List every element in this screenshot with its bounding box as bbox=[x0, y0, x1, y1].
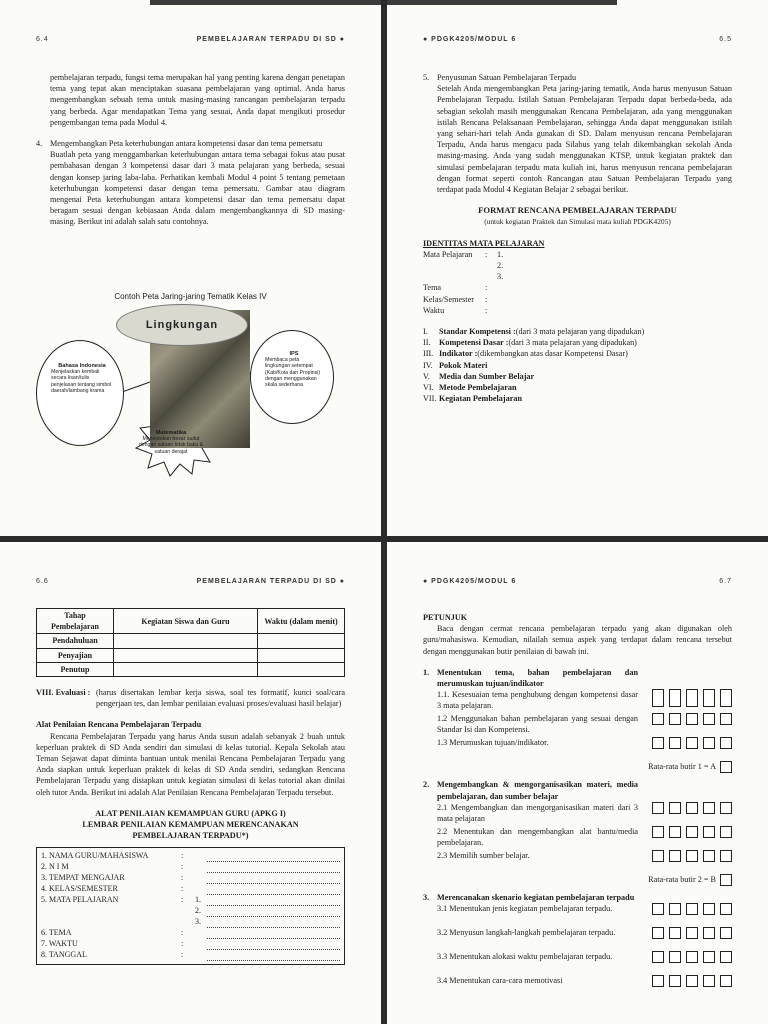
form-blank-line[interactable] bbox=[207, 940, 340, 950]
item-text: 3.4 Menentukan cara-cara memotivasi bbox=[437, 976, 563, 986]
subject-title: Bahasa Indonesia bbox=[58, 363, 106, 369]
form-subnumber: 1. bbox=[195, 895, 201, 905]
subject-text: Menjelaskan kembali secara lisan/tulis penjelasan tentang simbol daerah/lambang krama bbox=[51, 369, 112, 394]
rating-boxes bbox=[652, 713, 732, 725]
item-text: 2.1 Mengembangkan dan mengorganisasikan materi dari 3 mata pelajaran bbox=[437, 802, 638, 823]
form-colon: : bbox=[181, 862, 184, 872]
average-label: Rata-rata butir 1 = A bbox=[648, 762, 716, 772]
subject-text: Membaca peta lingkungan setempat (Kab/Kota dan Propinsi) dengan menggunakan skala sederhana bbox=[265, 357, 321, 389]
subject-bahasa-indonesia bbox=[36, 340, 124, 446]
list-item-4 bbox=[36, 138, 345, 228]
form-colon: : bbox=[181, 851, 184, 861]
field-colon: : bbox=[485, 305, 488, 315]
rating-checkbox[interactable] bbox=[720, 975, 732, 987]
rating-checkbox[interactable] bbox=[669, 927, 681, 939]
page-body bbox=[36, 608, 345, 965]
form-blank-line[interactable] bbox=[207, 907, 340, 917]
list-item bbox=[423, 382, 732, 393]
rating-checkbox[interactable] bbox=[669, 975, 681, 987]
rating-item bbox=[423, 802, 732, 826]
rating-checkbox[interactable] bbox=[720, 850, 732, 862]
section-title: Mengembangkan & mengorganisasikan materi, media pembelajaran, dan sumber belajar bbox=[437, 780, 638, 801]
list-label: Indikator : bbox=[439, 349, 478, 359]
section-title: Alat Penilaian Rencana Pembelajaran Terpadu bbox=[36, 720, 202, 730]
form-blank-line[interactable] bbox=[207, 863, 340, 873]
rating-item bbox=[423, 903, 732, 927]
page-header bbox=[423, 36, 732, 43]
thematic-web-diagram bbox=[36, 292, 345, 462]
table-cell bbox=[258, 662, 345, 676]
subject-title: IPS bbox=[289, 351, 299, 357]
table-cell bbox=[114, 634, 258, 648]
list-note: (dari 3 mata pelajaran yang dipadukan) bbox=[508, 338, 637, 348]
form-row bbox=[41, 895, 340, 906]
table-cell: Penyajian bbox=[37, 648, 114, 662]
field-label: Waktu bbox=[423, 305, 445, 315]
page-number: 6.7 bbox=[719, 578, 732, 585]
item-title: Mengembangkan Peta keterhubungan antara kompetensi dasar dan tema pemersatu bbox=[50, 139, 323, 149]
rating-section bbox=[423, 667, 732, 689]
identity-field bbox=[423, 294, 732, 305]
rating-checkbox[interactable] bbox=[703, 975, 715, 987]
table-header: Tahap Pembelajaran bbox=[37, 609, 114, 634]
rating-checkbox[interactable] bbox=[669, 802, 681, 814]
format-subtitle: (untuk kegiatan Praktek dan Simulasi mata kuliah PDGK4205) bbox=[484, 217, 671, 227]
rating-checkbox[interactable] bbox=[652, 713, 664, 725]
form-label: 8. TANGGAL bbox=[41, 950, 87, 960]
running-head: PEMBELAJARAN TERPADU DI SD ● bbox=[196, 578, 345, 585]
form-label: 1. NAMA GURU/MAHASISWA bbox=[41, 851, 149, 861]
section-number: 3. bbox=[423, 892, 430, 902]
form-subnumber bbox=[195, 939, 207, 950]
rating-checkbox[interactable] bbox=[703, 737, 715, 749]
rating-checkbox[interactable] bbox=[720, 737, 732, 749]
field-colon: : bbox=[485, 249, 488, 259]
rating-checkbox[interactable] bbox=[652, 826, 664, 838]
page-6-5 bbox=[387, 0, 768, 536]
rating-checkbox[interactable] bbox=[703, 713, 715, 725]
field-colon bbox=[485, 260, 497, 271]
form-label bbox=[41, 906, 181, 917]
form-label bbox=[41, 917, 181, 928]
rating-item bbox=[423, 951, 732, 975]
list-note: (dikembangkan atas dasar Kompetensi Dasar) bbox=[477, 349, 628, 359]
form-label: 7. WAKTU bbox=[41, 939, 78, 949]
identity-field bbox=[423, 305, 732, 316]
average-box[interactable] bbox=[720, 874, 732, 886]
form-row bbox=[41, 862, 340, 873]
table-header: Waktu (dalam menit) bbox=[258, 609, 345, 634]
list-item-5 bbox=[423, 72, 732, 195]
field-value: 1. bbox=[497, 249, 504, 259]
list-item bbox=[423, 360, 732, 371]
list-label: Metode Pembelajaran bbox=[439, 383, 517, 393]
rating-checkbox[interactable] bbox=[703, 951, 715, 963]
page-6-4 bbox=[0, 0, 381, 536]
rating-checkbox[interactable] bbox=[652, 951, 664, 963]
rating-checkbox[interactable] bbox=[669, 951, 681, 963]
list-item bbox=[423, 348, 732, 359]
list-number: I. bbox=[423, 327, 428, 337]
subject-ips bbox=[250, 330, 334, 424]
page-header bbox=[36, 36, 345, 43]
section-title: Menentukan tema, bahan pembelajaran dan merumuskan tujuan/indikator bbox=[437, 667, 638, 689]
rating-checkbox[interactable] bbox=[669, 713, 681, 725]
field-label: Kelas/Semester bbox=[423, 294, 474, 304]
rating-checkbox[interactable] bbox=[669, 826, 681, 838]
rating-checkbox[interactable] bbox=[669, 737, 681, 749]
average-row bbox=[423, 761, 732, 773]
rating-sheet bbox=[423, 667, 732, 999]
form-colon: : bbox=[181, 895, 184, 905]
apkg-title: PEMBELAJARAN TERPADU*) bbox=[132, 831, 249, 841]
page-edge-bar bbox=[150, 0, 381, 5]
plan-components-list bbox=[423, 326, 732, 404]
table-row bbox=[37, 648, 345, 662]
item-text: 1.2 Menggunakan bahan pembelajaran yang sesuai dengan Standar Isi dan Kompetensi. bbox=[437, 714, 638, 735]
table-cell bbox=[114, 662, 258, 676]
form-colon bbox=[181, 906, 195, 917]
section-title: PETUNJUK bbox=[423, 613, 468, 622]
item-text: 3.3 Menentukan alokasi waktu pembelajaran terpadu. bbox=[437, 952, 613, 962]
diagram-title: Contoh Peta Jaring-jaring Tematik Kelas IV bbox=[114, 292, 267, 301]
subject-text: Menentukan besar sudut dengan satuan tidak baku & satuan derajat bbox=[138, 436, 204, 455]
page-6-7 bbox=[387, 542, 768, 1024]
form-subnumber bbox=[195, 851, 207, 862]
rating-boxes bbox=[652, 826, 732, 838]
average-box[interactable] bbox=[720, 761, 732, 773]
rating-boxes bbox=[652, 975, 732, 987]
rating-boxes bbox=[652, 850, 732, 862]
form-colon: : bbox=[181, 928, 184, 938]
rating-checkbox[interactable] bbox=[652, 802, 664, 814]
rating-item bbox=[423, 737, 732, 761]
average-label: Rata-rata butir 2 = B bbox=[648, 874, 716, 884]
rating-checkbox[interactable] bbox=[669, 689, 681, 707]
rating-section bbox=[423, 779, 732, 801]
form-row bbox=[41, 928, 340, 939]
list-item bbox=[423, 371, 732, 382]
rating-item bbox=[423, 850, 732, 874]
page-header bbox=[423, 578, 732, 585]
item-number: 5. bbox=[423, 73, 430, 82]
page-edge-bar bbox=[387, 0, 617, 5]
evaluation-note bbox=[36, 687, 345, 709]
eval-label: VIII. Evaluasi : bbox=[36, 688, 91, 698]
rating-boxes bbox=[652, 689, 732, 707]
list-number: IV. bbox=[423, 360, 433, 370]
form-label: 6. TEMA bbox=[41, 928, 72, 938]
rating-checkbox[interactable] bbox=[703, 826, 715, 838]
rating-checkbox[interactable] bbox=[686, 850, 698, 862]
rating-item bbox=[423, 689, 732, 713]
table-cell bbox=[258, 634, 345, 648]
rating-checkbox[interactable] bbox=[703, 927, 715, 939]
form-label: 5. MATA PELAJARAN bbox=[41, 895, 119, 905]
form-subnumber bbox=[195, 862, 207, 873]
form-label: 2. N I M bbox=[41, 862, 69, 872]
list-number: VI. bbox=[423, 383, 434, 393]
form-label: 3. TEMPAT MENGAJAR bbox=[41, 873, 125, 883]
form-subnumber: 3. bbox=[195, 917, 201, 927]
rating-checkbox[interactable] bbox=[720, 903, 732, 915]
form-colon: : bbox=[181, 873, 184, 883]
rating-boxes bbox=[652, 737, 732, 749]
rating-checkbox[interactable] bbox=[686, 826, 698, 838]
rating-checkbox[interactable] bbox=[669, 850, 681, 862]
item-body: Setelah Anda mengembangkan Peta jaring-jaring tematik, Anda harus menyusun Satuan Pembelajaran Terpadu. Istilah Satuan Pembelajaran Terpadu dapat berbeda-beda, ada sebagian sekolah masih menggunakan Rencana Pembelajaran, ada yang menggunakan istilah Rencana Pelaksanaan Pembelajaran, sehingga Anda dapat menggunakan istilah yang sehari-hari telah Anda gunakan di SD. Dalam menyusun rencana Pembelajaran Terpadu, Anda harus mengacu pada Silabus yang telah dikembangkan sekolah Anda masing-masing. Anda yang sudah menggunakan KTSP, untuk kegiatan praktek dan simulasi pembelajaran terpadu mata kuliah ini, harus menyusun rencana pembelajaran dengan format seperti contoh Rancangan atau Satuan Pembelajaran Terpadu yang terdapat pada Modul 4 Kegiatan Belajar 2 sebagai berikut. bbox=[437, 84, 732, 195]
page-number: 6.6 bbox=[36, 578, 49, 585]
form-row bbox=[41, 873, 340, 884]
rating-item bbox=[423, 975, 732, 999]
section-title: Merencanakan skenario kegiatan pembelajaran terpadu bbox=[437, 892, 635, 902]
form-colon: : bbox=[181, 884, 184, 894]
identity-fields bbox=[423, 249, 732, 316]
field-value: 3. bbox=[497, 272, 504, 282]
item-text: 2.3 Memilih sumber belajar. bbox=[437, 850, 530, 860]
rating-checkbox[interactable] bbox=[686, 737, 698, 749]
list-label: Media dan Sumber Belajar bbox=[439, 371, 535, 381]
form-colon: : bbox=[181, 939, 184, 949]
list-label: Pokok Materi bbox=[439, 360, 488, 370]
rating-checkbox[interactable] bbox=[686, 927, 698, 939]
paragraph: Rencana Pembelajaran Terpadu yang harus Anda susun adalah sebanyak 2 buah untuk keperluan praktek di SD Anda sendiri dan simulasi di kelas tutorial. Kepala Sekolah atau Teman Sejawat dapat diminta bantuan untuk menilai Rencana Pembelajaran Terpadu yang Anda siapkan untuk keperluan praktek di kelas di SD Anda sendiri, sedangkan Rencana Pembelajaran Terpadu yang disiapkan untuk kegiatan simulasi di kelas tutorial akan dinilai oleh tutor Anda. Berikut ini adalah Alat Penilaian Rencana Pembelajaran Terpadu tersebut. bbox=[36, 731, 345, 797]
field-label bbox=[423, 260, 485, 271]
apkg-title: LEMBAR PENILAIAN KEMAMPUAN MERENCANAKAN bbox=[82, 820, 299, 830]
item-text: 1.1. Kesesuaian tema penghubung dengan kompetensi dasar 3 mata pelajaran. bbox=[437, 690, 638, 711]
section-number: 2. bbox=[423, 780, 430, 790]
form-blank-line[interactable] bbox=[207, 918, 340, 928]
form-blank-line[interactable] bbox=[207, 885, 340, 895]
item-text: 2.2 Menentukan dan mengembangkan alat bantu/media pembelajaran. bbox=[437, 826, 638, 847]
rating-checkbox[interactable] bbox=[703, 802, 715, 814]
rating-boxes bbox=[652, 927, 732, 939]
format-title: FORMAT RENCANA PEMBELAJARAN TERPADU bbox=[478, 205, 677, 216]
rating-section bbox=[423, 892, 732, 903]
rating-checkbox[interactable] bbox=[686, 903, 698, 915]
field-colon: : bbox=[485, 283, 488, 293]
rating-checkbox[interactable] bbox=[669, 903, 681, 915]
rating-checkbox[interactable] bbox=[686, 975, 698, 987]
form-row bbox=[41, 884, 340, 895]
rating-item bbox=[423, 927, 732, 951]
table-cell bbox=[258, 648, 345, 662]
table-cell: Penutup bbox=[37, 662, 114, 676]
form-row bbox=[41, 917, 340, 928]
item-title: Penyusunan Satuan Pembelajaran Terpadu bbox=[437, 73, 577, 82]
list-label: Standar Kompetensi : bbox=[439, 327, 516, 337]
rating-checkbox[interactable] bbox=[720, 689, 732, 707]
page-number: 6.5 bbox=[719, 36, 732, 43]
item-body: Buatlah peta yang menggambarkan keterhubungan antara tema sebagai fokus atau pusat pembahasan dengan 3 kompetensi dasar dari 3 mata pelajaran yang berbeda, sesuai dengan konsep jaring laba-laba. Perhatikan kembali Modul 4 point 5 tentang pemetaan keterhubungan kompetensi dasar dengan tema pemersatu. Gambar atau diagram mengenai Peta keterhubungan antara kompetensi dasar dan tema pemersatu dapat beragam sesuai dengan kebiasaan Anda dalam mengembangkannya di SD masing-masing. Berikut ini adalah salah satu contohnya. bbox=[50, 150, 345, 227]
page-header bbox=[36, 578, 345, 585]
identity-field bbox=[423, 282, 732, 293]
rating-checkbox[interactable] bbox=[720, 927, 732, 939]
rating-checkbox[interactable] bbox=[720, 951, 732, 963]
list-item bbox=[423, 393, 732, 404]
form-row bbox=[41, 939, 340, 950]
page-body bbox=[423, 72, 732, 404]
rating-checkbox[interactable] bbox=[652, 850, 664, 862]
form-blank-line[interactable] bbox=[207, 929, 340, 939]
rating-checkbox[interactable] bbox=[686, 713, 698, 725]
rating-checkbox[interactable] bbox=[686, 689, 698, 707]
form-colon bbox=[181, 917, 195, 928]
form-label: 4. KELAS/SEMESTER bbox=[41, 884, 118, 894]
rating-checkbox[interactable] bbox=[720, 713, 732, 725]
average-row bbox=[423, 874, 732, 886]
rating-boxes bbox=[652, 903, 732, 915]
rating-checkbox[interactable] bbox=[652, 737, 664, 749]
list-number: II. bbox=[423, 338, 431, 348]
field-label: Tema bbox=[423, 283, 442, 293]
page-number: 6.4 bbox=[36, 36, 49, 43]
page-body bbox=[36, 72, 345, 228]
list-label: Kompetensi Dasar : bbox=[439, 338, 509, 348]
section-number: 1. bbox=[423, 667, 430, 677]
rating-checkbox[interactable] bbox=[652, 903, 664, 915]
identity-form bbox=[36, 847, 345, 965]
activity-table bbox=[36, 608, 345, 677]
rating-boxes bbox=[652, 802, 732, 814]
rating-checkbox[interactable] bbox=[652, 975, 664, 987]
rating-checkbox[interactable] bbox=[652, 689, 664, 707]
form-subnumber bbox=[195, 950, 207, 961]
paragraph: Baca dengan cermat rencana pembelajaran terpadu yang akan digunakan oleh guru/mahasiswa. Kemudian, nilailah semua aspek yang terdapat dalam rencana tersebut dengan menggunakan butir penilaian di bawah ini. bbox=[423, 624, 732, 656]
table-row bbox=[37, 662, 345, 676]
paragraph: pembelajaran terpadu, fungsi tema merupakan hal yang penting karena dengan penetapan tema yang tepat akan menciptakan suasana pembelajaran yang optimal. Anda harus mengembangkan sebuah tema untuk masing-masing rancangan pembelajaran terpadu yang berbeda. Agar mendapatkan Tema yang sesuai, Anda dapat mengikuti prosedur pengembangan tema pada Modul 4. bbox=[50, 73, 345, 127]
form-blank-line[interactable] bbox=[207, 951, 340, 961]
identity-field bbox=[423, 260, 732, 271]
rating-boxes bbox=[652, 951, 732, 963]
table-cell: Pendahuluan bbox=[37, 634, 114, 648]
rating-checkbox[interactable] bbox=[703, 850, 715, 862]
rating-checkbox[interactable] bbox=[720, 802, 732, 814]
item-number: 4. bbox=[36, 139, 43, 149]
field-label: Mata Pelajaran bbox=[423, 249, 473, 259]
list-number: III. bbox=[423, 349, 434, 359]
rating-item bbox=[423, 826, 732, 850]
form-row bbox=[41, 950, 340, 961]
form-subnumber bbox=[195, 873, 207, 884]
item-text: 1.3 Merumuskan tujuan/indikator. bbox=[437, 738, 549, 748]
rating-checkbox[interactable] bbox=[686, 802, 698, 814]
list-number: V. bbox=[423, 371, 430, 381]
item-text: 3.1 Menentukan jenis kegiatan pembelajaran terpadu. bbox=[437, 904, 613, 914]
identity-field bbox=[423, 271, 732, 282]
form-blank-line[interactable] bbox=[207, 896, 340, 906]
rating-checkbox[interactable] bbox=[652, 927, 664, 939]
list-item bbox=[423, 326, 732, 337]
table-cell bbox=[114, 648, 258, 662]
form-row bbox=[41, 906, 340, 917]
rating-checkbox[interactable] bbox=[703, 689, 715, 707]
subject-title: Matematika bbox=[155, 430, 187, 436]
running-head: PEMBELAJARAN TERPADU DI SD ● bbox=[196, 36, 345, 43]
list-label: Kegiatan Pembelajaran bbox=[439, 394, 522, 404]
apkg-title: ALAT PENILAIAN KEMAMPUAN GURU (APKG I) bbox=[95, 808, 286, 818]
field-label bbox=[423, 271, 485, 282]
form-subnumber: 2. bbox=[195, 906, 201, 916]
field-value: 2. bbox=[497, 261, 504, 271]
form-blank-line[interactable] bbox=[207, 874, 340, 884]
rating-item bbox=[423, 713, 732, 737]
field-colon: : bbox=[485, 294, 488, 304]
eval-text: (harus disertakan lembar kerja siswa, soal tes formatif, kunci soal/cara pengerjaan tes, dan lembar penilaian evaluasi proses/evaluasi hasil belajar) bbox=[96, 688, 345, 709]
list-item bbox=[423, 337, 732, 348]
rating-checkbox[interactable] bbox=[720, 826, 732, 838]
list-number: VII. bbox=[423, 394, 437, 404]
running-head: ● PDGK4205/MODUL 6 bbox=[423, 36, 517, 43]
form-subnumber bbox=[195, 884, 207, 895]
item-text: 3.2 Menyusun langkah-langkah pembelajaran terpadu. bbox=[437, 928, 616, 938]
table-header: Kegiatan Siswa dan Guru bbox=[114, 609, 258, 634]
form-blank-line[interactable] bbox=[207, 852, 340, 862]
identity-field bbox=[423, 249, 732, 260]
rating-checkbox[interactable] bbox=[686, 951, 698, 963]
theme-label: Lingkungan bbox=[116, 304, 248, 346]
page-body bbox=[423, 612, 732, 999]
running-head: ● PDGK4205/MODUL 6 bbox=[423, 578, 517, 585]
form-colon: : bbox=[181, 950, 184, 960]
list-note: (dari 3 mata pelajaran yang dipadukan) bbox=[515, 327, 645, 337]
form-row bbox=[41, 851, 340, 862]
page-6-6 bbox=[0, 542, 381, 1024]
subject-matematika bbox=[138, 430, 204, 455]
table-row bbox=[37, 634, 345, 648]
field-colon bbox=[485, 271, 497, 282]
form-subnumber bbox=[195, 928, 207, 939]
identity-heading: IDENTITAS MATA PELAJARAN bbox=[423, 238, 545, 248]
rating-checkbox[interactable] bbox=[703, 903, 715, 915]
